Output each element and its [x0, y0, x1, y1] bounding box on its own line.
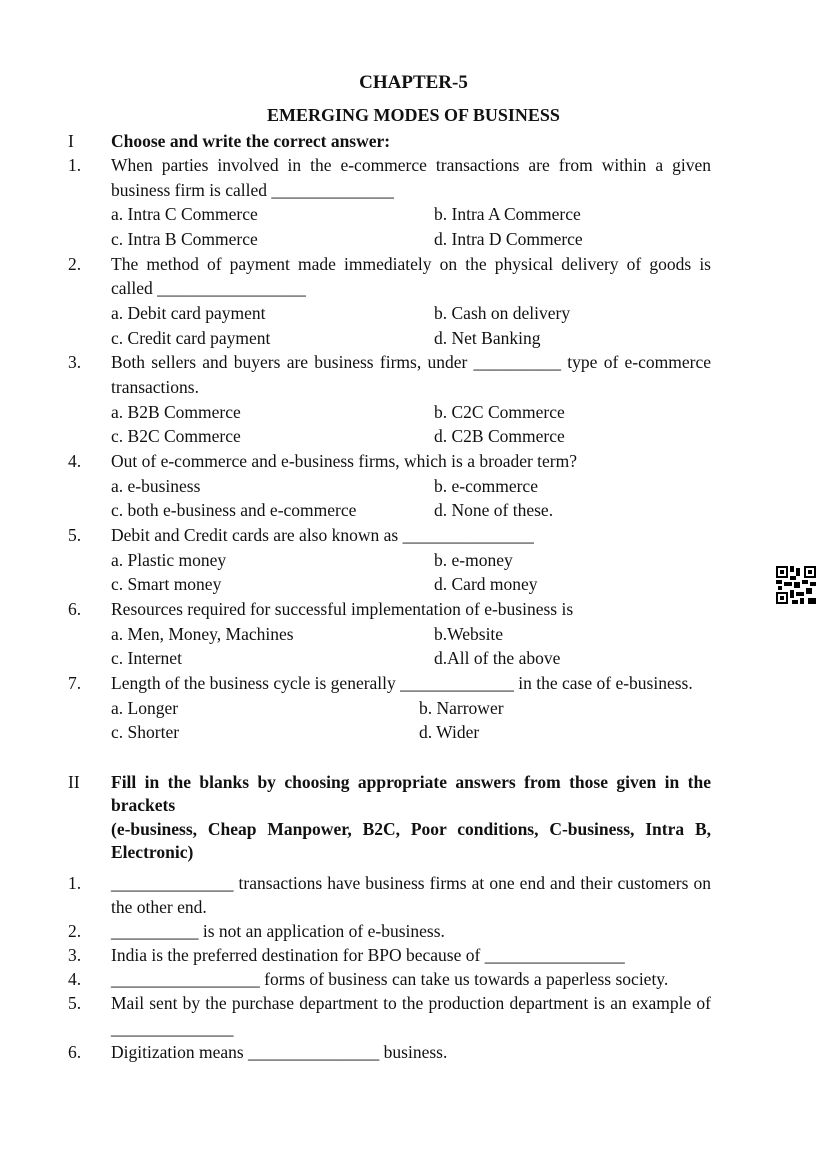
- chapter-number: CHAPTER-5: [359, 72, 468, 93]
- answer-option: b. Intra A Commerce: [434, 204, 581, 225]
- question-text: Out of e-commerce and e-business firms, which is a broader term?: [111, 450, 578, 471]
- fill-blank-item: [0, 919, 827, 943]
- question: [0, 449, 827, 523]
- options-row: [111, 548, 827, 573]
- question: [0, 350, 827, 449]
- item-text: __________ is not an application of e-business.: [111, 921, 445, 942]
- answer-option: a. e-business: [111, 475, 201, 496]
- options-row: [111, 474, 827, 499]
- answer-option: a. Longer: [111, 697, 179, 718]
- answer-option: c. Shorter: [111, 722, 180, 743]
- section-numeral: I: [68, 131, 74, 151]
- question-text: When parties involved in the e-commerce transactions are from within a given business firm is called ______________: [111, 155, 711, 200]
- options-row: [111, 301, 827, 326]
- options-row: [111, 622, 827, 647]
- options-row: [111, 646, 827, 671]
- answer-option: d.All of the above: [434, 648, 561, 669]
- section-heading: Fill in the blanks by choosing appropriate answers from those given in the brackets: [111, 772, 711, 816]
- question: [0, 523, 827, 597]
- fill-blank-item: [0, 1040, 827, 1064]
- answer-option: b.Website: [434, 623, 504, 644]
- chapter-title: EMERGING MODES OF BUSINESS: [267, 105, 560, 125]
- section-1-header: [0, 129, 827, 154]
- fill-blank-item: [0, 943, 827, 967]
- qr-code-icon: [776, 566, 816, 604]
- answer-option: c. Credit card payment: [111, 327, 271, 348]
- fill-in-the-blanks: [0, 871, 827, 1064]
- question: [0, 597, 827, 671]
- answer-option: b. e-money: [434, 549, 513, 570]
- options-row: [111, 696, 827, 721]
- options-row: [111, 227, 827, 252]
- answer-option: b. Cash on delivery: [434, 303, 571, 323]
- item-number: 6.: [68, 1041, 82, 1062]
- answer-option: c. Intra B Commerce: [111, 229, 258, 249]
- question: [0, 671, 827, 745]
- question: [0, 252, 827, 351]
- answer-option: d. None of these.: [434, 500, 554, 521]
- item-number: 1.: [68, 873, 82, 893]
- item-text: ______________ transactions have business firms at one end and their customers on the other end.: [111, 873, 711, 918]
- options-row: [111, 572, 827, 597]
- question-number: 3.: [68, 352, 82, 373]
- answer-option: c. Internet: [111, 648, 182, 669]
- answer-option: b. Narrower: [419, 697, 504, 718]
- item-text: Digitization means _______________ business.: [111, 1041, 448, 1062]
- item-text: Mail sent by the purchase department to the production department is an example of ______________: [111, 993, 711, 1038]
- item-number: 3.: [68, 945, 82, 966]
- fill-blank-item: [0, 967, 827, 991]
- answer-option: b. C2C Commerce: [434, 401, 565, 422]
- answer-option: b. e-commerce: [434, 475, 538, 496]
- options-row: [111, 720, 827, 745]
- answer-option: a. Plastic money: [111, 549, 227, 570]
- options-row: [111, 424, 827, 449]
- question-number: 1.: [68, 155, 82, 175]
- answer-option: c. both e-business and e-commerce: [111, 500, 357, 521]
- section-2-header: [0, 771, 827, 865]
- answer-option: d. Net Banking: [434, 327, 541, 348]
- answer-option: d. Wider: [419, 722, 480, 743]
- answer-option: a. Intra C Commerce: [111, 204, 258, 225]
- item-number: 5.: [68, 993, 82, 1014]
- question-number: 2.: [68, 253, 82, 274]
- question-number: 4.: [68, 450, 82, 471]
- answer-option: c. Smart money: [111, 574, 222, 595]
- question-number: 6.: [68, 598, 82, 619]
- answer-option: d. C2B Commerce: [434, 426, 565, 447]
- question-number: 5.: [68, 524, 82, 545]
- answer-option: d. Intra D Commerce: [434, 229, 583, 249]
- item-text: India is the preferred destination for BPO because of ________________: [111, 945, 625, 966]
- options-row: [111, 326, 827, 351]
- answer-option: c. B2C Commerce: [111, 426, 241, 447]
- section-numeral: II: [68, 772, 80, 792]
- options-row: [111, 498, 827, 523]
- question-number: 7.: [68, 672, 82, 693]
- question: [0, 153, 827, 252]
- answer-choices: (e-business, Cheap Manpower, B2C, Poor conditions, C-business, Intra B, Electronic): [111, 818, 711, 863]
- multiple-choice-questions: [0, 153, 827, 745]
- fill-blank-item: [0, 871, 827, 919]
- item-number: 4.: [68, 969, 82, 990]
- question-text: The method of payment made immediately on the physical delivery of goods is called _________________: [111, 253, 711, 299]
- options-row: [111, 202, 827, 227]
- answer-option: a. Debit card payment: [111, 303, 266, 323]
- answer-option: d. Card money: [434, 574, 538, 595]
- item-text: _________________ forms of business can take us towards a paperless society.: [111, 969, 669, 990]
- section-heading: Choose and write the correct answer:: [111, 131, 391, 151]
- answer-option: a. Men, Money, Machines: [111, 623, 294, 644]
- answer-option: a. B2B Commerce: [111, 401, 241, 422]
- question-text: Resources required for successful implementation of e-business is: [111, 598, 574, 619]
- item-number: 2.: [68, 921, 82, 942]
- options-row: [111, 400, 827, 425]
- fill-blank-item: [0, 991, 827, 1039]
- question-text: Length of the business cycle is generally _____________ in the case of e-business.: [111, 672, 693, 693]
- question-text: Both sellers and buyers are business firms, under __________ type of e-commerce transactions.: [111, 352, 711, 397]
- question-text: Debit and Credit cards are also known as _______________: [111, 524, 534, 545]
